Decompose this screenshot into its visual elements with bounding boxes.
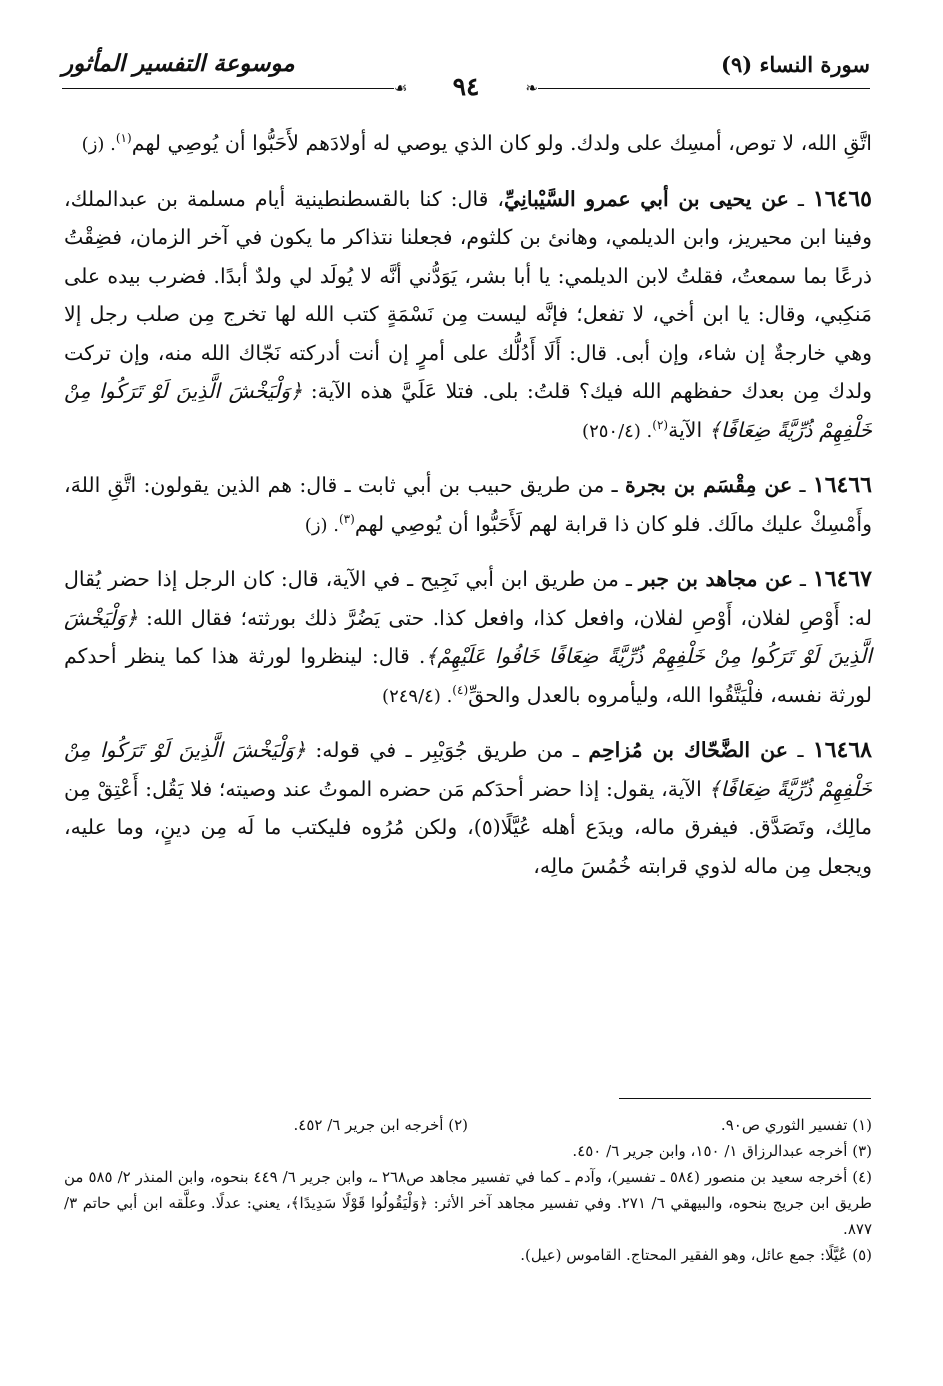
surah-title: سورة النساء (٩) (721, 52, 870, 77)
narration-16467: ١٦٤٦٧ ـ عن مجاهد بن جبر ـ من طريق ابن أبي نَجِيح ـ في الآية، قال: كان الرجل إذا حضر يُقال له: أَوْصِ لفلان، أَوْصِ لفلان، وافعل كذا، وافعل كذا. حتى يَضُرَّ ذلك بورثته؛ فقال الله: ﴿وَلْيَخْشَ الَّذِينَ لَوْ تَرَكُوا مِنْ خَلْفِهِمْ ذُرِّيَّةً ضِعَافًا خَافُوا عَلَيْهِمْ﴾. قال: لينظروا لورثة هذا كما ينظر أحدكم لورثة نفسه، فلْيَتَّقُوا الله، وليأمروه بالعدل والحقِّ$^{(٤)}$. (٢٤٩/٤) (64, 566, 872, 707)
narration-number: ١٦٤٦٧ (812, 566, 872, 592)
main-text (64, 124, 872, 900)
source-ref: . (٢٥٠/٤) (582, 420, 653, 442)
quran-verse: ﴿وَلْيَخْشَ الَّذِينَ لَوْ تَرَكُوا مِنْ خَلْفِهِمْ ذُرِّيَّةً ضِعَافًا﴾ (64, 379, 872, 442)
footnote-marker: (١) (115, 131, 132, 146)
narrator: عن يحيى بن أبي عمرو السَّيْبانِيِّ (504, 186, 789, 211)
header-rule-right (538, 88, 870, 89)
footnote-marker: (٤) (452, 682, 469, 697)
narrator: عن مِقْسَم بن بجرة (624, 473, 793, 497)
source-ref: . (ز) (81, 134, 116, 155)
ornament-right-icon: ❧ (525, 79, 538, 97)
narration-number: ١٦٤٦٦ (812, 472, 872, 498)
page-header (62, 52, 870, 104)
ornament-left-icon: ☙ (394, 79, 408, 97)
footnote-2: (٢) أخرجه ابن جرير ٦/ ٤٥٢. (293, 1116, 468, 1134)
footnote-5: (٥) عُيَّلًا: جمع عائل، وهو الفقير المحتاج. القاموس (عيل). (520, 1246, 872, 1264)
footnote-3: (٣) أخرجه عبدالرزاق ١/ ١٥٠، وابن جرير ٦/ ٤٥٠. (572, 1142, 872, 1160)
intro-text: اتَّقِ الله، لا توص، أمسِك على ولدك. ولو كان الذي يوصي له أولادَهم لأَحَبُّوا أن يُوصِي لهم (131, 131, 872, 155)
header-rule-left (62, 88, 394, 89)
narration-16465: ١٦٤٦٥ ـ عن يحيى بن أبي عمرو السَّيْبانِيِّ، قال: كنا بالقسطنطينية أيام مسلمة بن عبدالملك، وفينا ابن محيريز، وابن الديلمي، وهانئ بن كلثوم، فجعلنا نتذاكر ما يكون في آخر الزمان، فضِقْتُ ذرعًا بما سمعتُ، فقلتُ لابن الديلمي: يا أبا بشر، يَوَدُّني أنَّه لا يُولَد لي ولدٌ أبدًا. فضرب بيده على مَنكِبي، وقال: يا ابن أخي، لا تفعل؛ فإنَّه ليست مِن نَسْمَةٍ كتب الله لها تخرج مِن صلب رجل إلا وهي خارجةٌ إن شاء، وإن أبى. قال: أَلَا أَدُلُّك على أمرٍ إن أنت أدركته نَجّاك الله منه، وإن تركت ولدك مِن بعدك حفظهم الله فيك؟ قلتُ: بلى. فتلا عَلَيَّ هذه الآية: ﴿وَلْيَخْشَ الَّذِينَ لَوْ تَرَكُوا مِنْ خَلْفِهِمْ ذُرِّيَّةً ضِعَافًا﴾ الآية$^{(٢)}$. (٢٥٠/٤) (64, 185, 872, 442)
footnote-marker: (٣) (338, 511, 355, 526)
narration-text: ـ من طريق حبيب بن أبي ثابت ـ قال: هم الذين يقولون: اتَّقِ اللهَ، وأَمْسِكْ عليك مالَك. فلو كان ذا قرابة لهم لَأَحَبُّوا أن يُوصِي لهم (64, 473, 872, 536)
page-number: ٩٤ (452, 72, 480, 101)
narration-text-after: . قال: لينظروا لورثة هذا كما ينظر أحدكم لورثة نفسه، فلْيَتَّقُوا الله، وليأمروه بالعدل والحقِّ (64, 644, 872, 707)
narration-16468: ١٦٤٦٨ ـ عن الضَّحّاك بن مُزاحِم ـ من طريق جُوَيْبِر ـ في قوله: ﴿وَلْيَخْشَ الَّذِينَ لَوْ تَرَكُوا مِنْ خَلْفِهِمْ ذُرِّيَّةً ضِعَافًا﴾ الآية، يقول: إذا حضر أحدَكم مَن حضره الموتُ عند وصيته؛ فلا يَقُل: أَعْتِقْ مِن مالِك، وتَصَدَّق. فيفرق ماله، ويدَع أهله عُيَّلًا(٥)، ولكن مُرُوه فليكتب ما لَه مِن دينٍ، وما عليه، ويجعل مِن ماله لذوي قرابته خُمُسَ مالِه، (64, 737, 873, 878)
footnote-4: (٤) أخرجه سعيد بن منصور (٥٨٤ ـ تفسير)، وآدم ـ كما في تفسير مجاهد ص٢٦٨ ـ، وابن جرير ٦/ ٤٤٩ بنحوه، وابن المنذر ٢/ ٥٨٥ من طريق ابن جريج بنحوه، والبيهقي ٦/ ٢٧١. وفي تفسير مجاهد آخر الأثر: ﴿وَلْيَقُولُوا قَوْلًا سَدِيدًا﴾، يعني: عدلًا. وعلَّقه ابن أبي حاتم ٣/ ٨٧٧. (64, 1168, 872, 1238)
narrator: عن الضَّحّاك بن مُزاحِم (588, 738, 789, 762)
narration-text-after: الآية، يقول: إذا حضر أحدَكم مَن حضره الموتُ عند وصيته؛ فلا يَقُل: أَعْتِقْ مِن مالِك، وتَصَدَّق. فيفرق ماله، ويدَع أهله عُيَّلًا(٥)، ولكن مُرُوه فليكتب ما لَه مِن دينٍ، وما عليه، ويجعل مِن ماله لذوي قرابته خُمُسَ مالِه، (64, 776, 872, 878)
narration-text: ، قال: كنا بالقسطنطينية أيام مسلمة بن عبدالملك، وفينا ابن محيريز، وابن الديلمي، وهانئ بن كلثوم، فجعلنا نتذاكر ما يكون في آخر الزمان، فضِقْتُ ذرعًا بما سمعتُ، فقلتُ لابن الديلمي: يا أبا بشر، يَوَدُّني أنَّه لا يُولَد لي ولدٌ أبدًا. فضرب بيده على مَنكِبي، وقال: يا ابن أخي، لا تفعل؛ فإنَّه ليست مِن نَسْمَةٍ كتب الله لها تخرج مِن صلب رجل إلا وهي خارجةٌ إن شاء، وإن أبى. قال: أَلَا أَدُلُّك على أمرٍ إن أنت أدركته نَجّاك الله منه، وإن تركت ولدك مِن بعدك حفظهم الله فيك؟ قلتُ: بلى. فتلا عَلَيَّ هذه الآية: (64, 186, 872, 403)
intro-paragraph (64, 124, 872, 165)
source-ref: . (ز) (304, 514, 339, 536)
quran-verse: ﴿وَلْيَخْشَ الَّذِينَ لَوْ تَرَكُوا مِنْ خَلْفِهِمْ ذُرِّيَّةً ضِعَافًا خَافُوا عَلَيْهِمْ﴾ (64, 605, 872, 668)
narration-text: ـ من طريق جُوَيْبِر ـ في قوله: (315, 738, 589, 762)
footnotes (64, 1112, 872, 1268)
source-ref: . (٢٤٩/٤) (382, 685, 453, 707)
narration-number: ١٦٤٦٨ (812, 737, 872, 763)
narration-text-after: الآية (668, 417, 709, 442)
footnote-1: (١) تفسير الثوري ص٩٠. (720, 1116, 872, 1134)
quran-verse: ﴿وَلْيَخْشَ الَّذِينَ لَوْ تَرَكُوا مِنْ خَلْفِهِمْ ذُرِّيَّةً ضِعَافًا﴾ (64, 738, 873, 801)
narrator: عن مجاهد بن جبر (638, 567, 793, 591)
narration-16466: ١٦٤٦٦ ـ عن مِقْسَم بن بجرة ـ من طريق حبيب بن أبي ثابت ـ قال: هم الذين يقولون: اتَّقِ اللهَ، وأَمْسِكْ عليك مالَك. فلو كان ذا قرابة لهم لَأَحَبُّوا أن يُوصِي لهم$^{(٣)}$. (ز) (64, 472, 872, 536)
footnote-row (64, 1112, 872, 1138)
narration-text: ـ من طريق ابن أبي نَجِيح ـ في الآية، قال: كان الرجل إذا حضر يُقال له: أَوْصِ لفلان، أَوْصِ لفلان، وافعل كذا، وافعل كذا. حتى يَضُرَّ ذلك بورثته؛ فقال الله: (64, 567, 872, 630)
book-title: موسوعة التفسير المأثور (62, 50, 295, 77)
footnote-separator (619, 1098, 871, 1099)
narration-number: ١٦٤٦٥ (812, 185, 872, 212)
footnote-marker: (٢) (652, 417, 669, 432)
